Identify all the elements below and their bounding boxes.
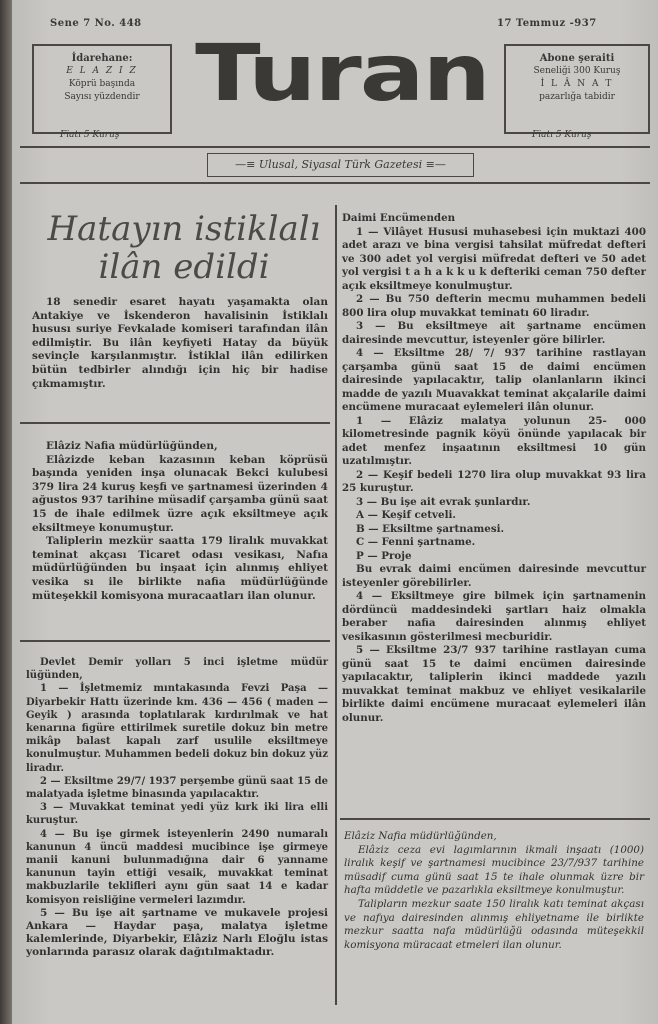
left-box-line2: Köprü başında (68, 79, 136, 89)
daimi-p9: 4 — Eksiltmeye gire bilmek için şartnamenin dördüncü maddesindeki şartları haiz olmakla beraber nafia dairesinden alınmış ehliyet vesikasının gösterilmesi mecburidir. (342, 590, 646, 643)
masthead-title: Turan (195, 26, 489, 119)
nafia-p1: Elâzizde keban kazasının keban köprüsü başında yeniden inşa olunacak Bekci kulubesi 379 lira 24 kuruş keşfi ve şartnamesi üzerinden 4 ağustos 937 tarihine müsadif çarşamba günü saat 15 de ihale edilmek üzre açık eksiltmeye açık eksiltmeye konumuştur. (32, 453, 328, 534)
daimi-p2: 2 — Bu 750 defterin mecmu muhammen bedeli 800 lira olup muvakkat teminatı 60 liradır. (342, 293, 646, 319)
right-price: Fiatı 5 Kuruş (532, 130, 592, 140)
daimi-notice (342, 212, 646, 725)
left-price: Fiatı 5 Kuruş (60, 130, 120, 140)
left-rule-1 (20, 422, 330, 424)
daimi-list-b: B — Eksiltme şartnamesi. (356, 522, 505, 535)
devlet-p4: 4 — Bu işe girmek isteyenlerin 2490 numaralı kanunun 4 üncü maddesi mucibince işe girmeye manii kanuni bulunmadığına dair 6 yanname kanunun tayin ettiği vesaik, muvakkat teminat makbuzlarile teklifleri aynı gün saat 14 e kadar komisyon reisliğine vermeleri lazımdır. (26, 828, 328, 906)
daimi-list-c: C — Fenni şartname. (356, 536, 476, 548)
left-box-city: E L A Z I Z (66, 66, 138, 76)
daimi-from: Daimi Encümenden (342, 212, 456, 224)
newspaper-page (12, 0, 658, 1024)
daimi-p7: 3 — Bu işe ait evrak şunlardır. (356, 495, 531, 508)
right-info-box (504, 44, 650, 134)
left-info-box (32, 44, 172, 134)
left-box-line3: Sayısı yüzdendir (64, 92, 140, 102)
header-rule-bottom (20, 182, 650, 184)
hatay-headline-line1: Hatayın istiklalı (47, 209, 321, 249)
daimi-list-a: A — Keşif cetveli. (356, 509, 456, 521)
hatay-headline (34, 210, 334, 286)
right-rule-1 (340, 818, 650, 820)
issue-date: 17 Temmuz -937 (497, 18, 597, 29)
right-box-heading: Abone şeraiti (539, 53, 615, 64)
column-divider (335, 205, 337, 1005)
nafia2-from: Elâziz Nafia müdürlüğünden, (344, 830, 497, 842)
nafia2-p1: Elâziz ceza evi lagımlarının ikmali inşaatı (1000) liralık keşif ve şartnamesi mucibince 23/7/937 tarihine müsadif cuma günü saat 15 te ihale olunmak üzre bir hafta müddetle ve pazarlıkla eksiltmeye konulmuştur. (344, 843, 644, 897)
issue-number: Sene 7 No. 448 (50, 18, 142, 29)
nafia-p2: Taliplerin mezkür saatta 179 liralık muvakkat teminat akçası Ticaret odası vesikası, Nafıa müdürlüğünden bu inşaat için alınmış ehliyet vesika sı ile birlikte nafia müdürlüğünde müteşekkil komisyona muracaatları ilan olunur. (32, 535, 328, 602)
nafia-notice (32, 440, 328, 603)
daimi-p1: 1 — Vilâyet Hususi muhasebesi için muktazi 400 adet arazı ve bina vergisi tahsilat müfredat defteri ve 300 adet yol vergisi müfredat defteri ve 50 adet yol vergisi t a h a k k u k defteriki ceman 750 defter açık eksiltmeye konulmuştur. (342, 225, 646, 292)
devlet-p3: 3 — Muvakkat teminat yedi yüz kırk iki lira elli kuruştur. (26, 802, 328, 827)
nafia2-notice (344, 830, 644, 952)
daimi-p3: 3 — Bu eksiltmeye ait şartname encümen dairesinde mevcuttur, isteyenler göre bilirler. (342, 320, 646, 346)
nafia-from: Elâziz Nafia müdürlüğünden, (46, 440, 218, 452)
daimi-p10: 5 — Eksiltme 23/7 937 tarihine rastlayan cuma günü saat 15 te daimi encümen dairesinde yapılacaktır, taliplerin ikinci maddede yazılı muvakkat teminat makbuz ve ehliyet vesikalarile birlikte daimi encümene muracaat eylemeleri ilân olunur. (342, 644, 646, 724)
hatay-body: 18 senedir esaret hayatı yaşamakta olan Antakiye ve İskenderon havalisinin İstiklalı hususı suriye Fevkalade komiseri tarafından ilân edilmiştir. Bu ilân keyfiyeti Hatay da büyük sevinçle karşılanmıştır. İstiklal ilân edilirken bütün tedbirler alındığı için hiç bir hadise çıkmamıştır. (32, 296, 328, 390)
devlet-notice (26, 656, 328, 960)
left-box-heading: İdarehane: (71, 53, 133, 64)
devlet-from: Devlet Demir yolları 5 inci işletme müdür lüğünden, (26, 657, 328, 682)
nafia2-p2: Talipların mezkur saate 150 liralık katı teminat akçası ve nafıya dairesinden alınmış ehliyetname ile birlikte mezkur saatta nafa müdürlüğü odasında müteşekkil komisyona müracaat etmeleri ilan olunur. (344, 897, 644, 951)
tagline: —≡ Ulusal, Siyasal Türk Gazetesi ≡— (207, 153, 474, 177)
daimi-p5: 1 — Elâziz malatya yolunun 25- 000 kilometresinde pagnik köyü önünde yapılacak bir adet menfez inşaatının eksiltmesi 10 gün uzatılmıştır. (342, 414, 646, 467)
right-box-line1: Seneliği 300 Kuruş (533, 66, 621, 76)
hatay-headline-line2: ilân edildi (98, 247, 270, 287)
book-spine (0, 0, 12, 1024)
daimi-p8: Bu evrak daimi encümen dairesinde mevcuttur isteyenler görebilirler. (342, 563, 646, 589)
hatay-article (32, 296, 328, 391)
devlet-p1: 1 — İşletmemiz mıntakasında Fevzi Paşa — Diyarbekir Hattı üzerinde km. 436 — 456 ( maden — Geyik ) arasında toplatılarak kırdırılmak ve hat kenarına figüre ettirilmek suretile dokuz bin metre mikâp balast kapalı zarf usulile eksiltmeye konulmuştur. Muhammen bedeli dokuz bin dokuz yüz liradır. (26, 683, 328, 774)
left-rule-2 (20, 640, 330, 642)
header-rule-top (20, 146, 650, 148)
daimi-p4: 4 — Eksiltme 28/ 7/ 937 tarihine rastlayan çarşamba günü saat 15 de daimi encümen dairesinde yapılacaktır, talip olanlanların ikinci madde de yazılı Muavakkat teminat akçalarile daimi encümene muracaat eylemeleri ilân olunur. (342, 347, 646, 413)
right-box-line3: pazarlığa tabidir (539, 92, 615, 102)
devlet-p5: 5 — Bu işe ait şartname ve mukavele projesi Ankara — Haydar paşa, malatya işletme kalemlerinde, Diyarbekir, Elâziz Narlı Eloğlu istas yonlarında parasız olarak dağıtılmaktadır. (26, 906, 328, 959)
devlet-p2: 2 — Eksiltme 29/7/ 1937 perşembe günü saat 15 de malatyada işletme binasında yapılacaktır. (26, 775, 328, 801)
right-box-ilanat: İ L Â N A T (540, 79, 614, 89)
daimi-p6: 2 — Keşif bedeli 1270 lira olup muvakkat 93 lira 25 kuruştur. (342, 468, 646, 494)
daimi-list-p: P — Proje (356, 549, 412, 562)
